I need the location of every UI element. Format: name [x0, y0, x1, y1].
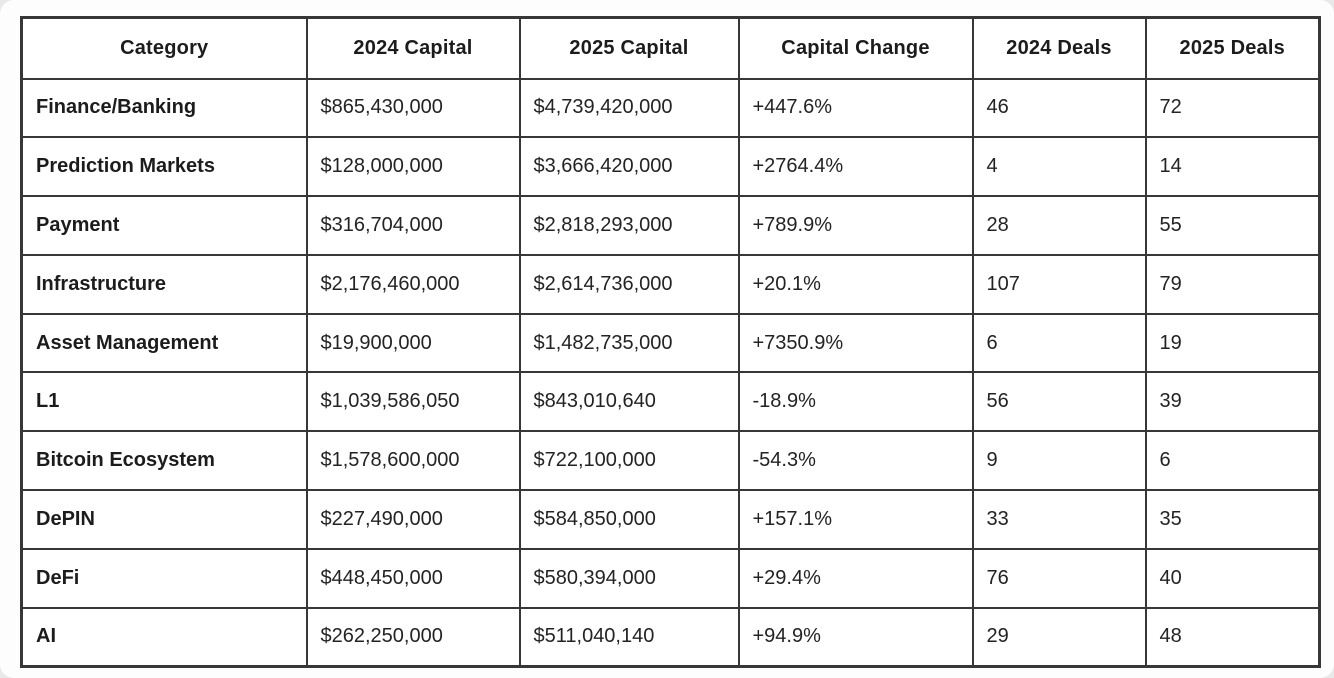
cell-2025-capital: $2,818,293,000 — [520, 196, 739, 255]
cell-2025-capital: $580,394,000 — [520, 549, 739, 608]
cell-category: Infrastructure — [22, 255, 307, 314]
cell-2024-deals: 46 — [973, 79, 1146, 138]
cell-2025-deals: 72 — [1146, 79, 1320, 138]
cell-2024-capital: $2,176,460,000 — [307, 255, 520, 314]
cell-2025-capital: $843,010,640 — [520, 372, 739, 431]
cell-2025-deals: 19 — [1146, 314, 1320, 373]
table-header — [22, 18, 1320, 79]
cell-2025-capital: $722,100,000 — [520, 431, 739, 490]
cell-2024-deals: 56 — [973, 372, 1146, 431]
cell-capital-change: +447.6% — [739, 79, 973, 138]
table-row — [22, 79, 1320, 138]
cell-2025-deals: 35 — [1146, 490, 1320, 549]
table-row — [22, 608, 1320, 667]
cell-2024-capital: $316,704,000 — [307, 196, 520, 255]
cell-2025-capital: $4,739,420,000 — [520, 79, 739, 138]
cell-2025-deals: 79 — [1146, 255, 1320, 314]
cell-2024-deals: 29 — [973, 608, 1146, 667]
header-2024-deals: 2024 Deals — [973, 18, 1146, 79]
table-row — [22, 255, 1320, 314]
cell-category: Prediction Markets — [22, 137, 307, 196]
table-row — [22, 196, 1320, 255]
cell-2025-deals: 48 — [1146, 608, 1320, 667]
table-row — [22, 372, 1320, 431]
cell-2024-deals: 6 — [973, 314, 1146, 373]
cell-capital-change: +7350.9% — [739, 314, 973, 373]
cell-2025-deals: 39 — [1146, 372, 1320, 431]
cell-2024-capital: $19,900,000 — [307, 314, 520, 373]
cell-2025-capital: $584,850,000 — [520, 490, 739, 549]
cell-capital-change: +157.1% — [739, 490, 973, 549]
header-capital-change: Capital Change — [739, 18, 973, 79]
cell-category: Bitcoin Ecosystem — [22, 431, 307, 490]
cell-2024-capital: $227,490,000 — [307, 490, 520, 549]
cell-2025-capital: $2,614,736,000 — [520, 255, 739, 314]
cell-capital-change: +789.9% — [739, 196, 973, 255]
funding-comparison-table — [20, 16, 1321, 668]
cell-2024-deals: 33 — [973, 490, 1146, 549]
cell-category: Asset Management — [22, 314, 307, 373]
cell-2024-capital: $1,039,586,050 — [307, 372, 520, 431]
table-row — [22, 314, 1320, 373]
cell-2024-deals: 28 — [973, 196, 1146, 255]
header-category: Category — [22, 18, 307, 79]
table-row — [22, 490, 1320, 549]
cell-2024-capital: $262,250,000 — [307, 608, 520, 667]
cell-capital-change: -18.9% — [739, 372, 973, 431]
header-2025-deals: 2025 Deals — [1146, 18, 1320, 79]
table-row — [22, 549, 1320, 608]
table-body — [22, 79, 1320, 667]
cell-category: AI — [22, 608, 307, 667]
header-2025-capital: 2025 Capital — [520, 18, 739, 79]
cell-category: DePIN — [22, 490, 307, 549]
cell-2024-capital: $1,578,600,000 — [307, 431, 520, 490]
cell-2024-deals: 107 — [973, 255, 1146, 314]
cell-2025-capital: $511,040,140 — [520, 608, 739, 667]
cell-2024-capital: $128,000,000 — [307, 137, 520, 196]
cell-2024-deals: 4 — [973, 137, 1146, 196]
cell-category: Payment — [22, 196, 307, 255]
cell-2025-capital: $3,666,420,000 — [520, 137, 739, 196]
cell-2025-deals: 14 — [1146, 137, 1320, 196]
table-row — [22, 137, 1320, 196]
header-2024-capital: 2024 Capital — [307, 18, 520, 79]
cell-2024-capital: $865,430,000 — [307, 79, 520, 138]
header-row — [22, 18, 1320, 79]
cell-category: L1 — [22, 372, 307, 431]
cell-capital-change: +20.1% — [739, 255, 973, 314]
cell-capital-change: +29.4% — [739, 549, 973, 608]
cell-2024-deals: 76 — [973, 549, 1146, 608]
cell-2024-capital: $448,450,000 — [307, 549, 520, 608]
cell-2025-deals: 40 — [1146, 549, 1320, 608]
cell-capital-change: +2764.4% — [739, 137, 973, 196]
cell-2024-deals: 9 — [973, 431, 1146, 490]
cell-2025-deals: 55 — [1146, 196, 1320, 255]
cell-2025-capital: $1,482,735,000 — [520, 314, 739, 373]
cell-category: DeFi — [22, 549, 307, 608]
cell-2025-deals: 6 — [1146, 431, 1320, 490]
table-row — [22, 431, 1320, 490]
cell-capital-change: -54.3% — [739, 431, 973, 490]
cell-capital-change: +94.9% — [739, 608, 973, 667]
cell-category: Finance/Banking — [22, 79, 307, 138]
